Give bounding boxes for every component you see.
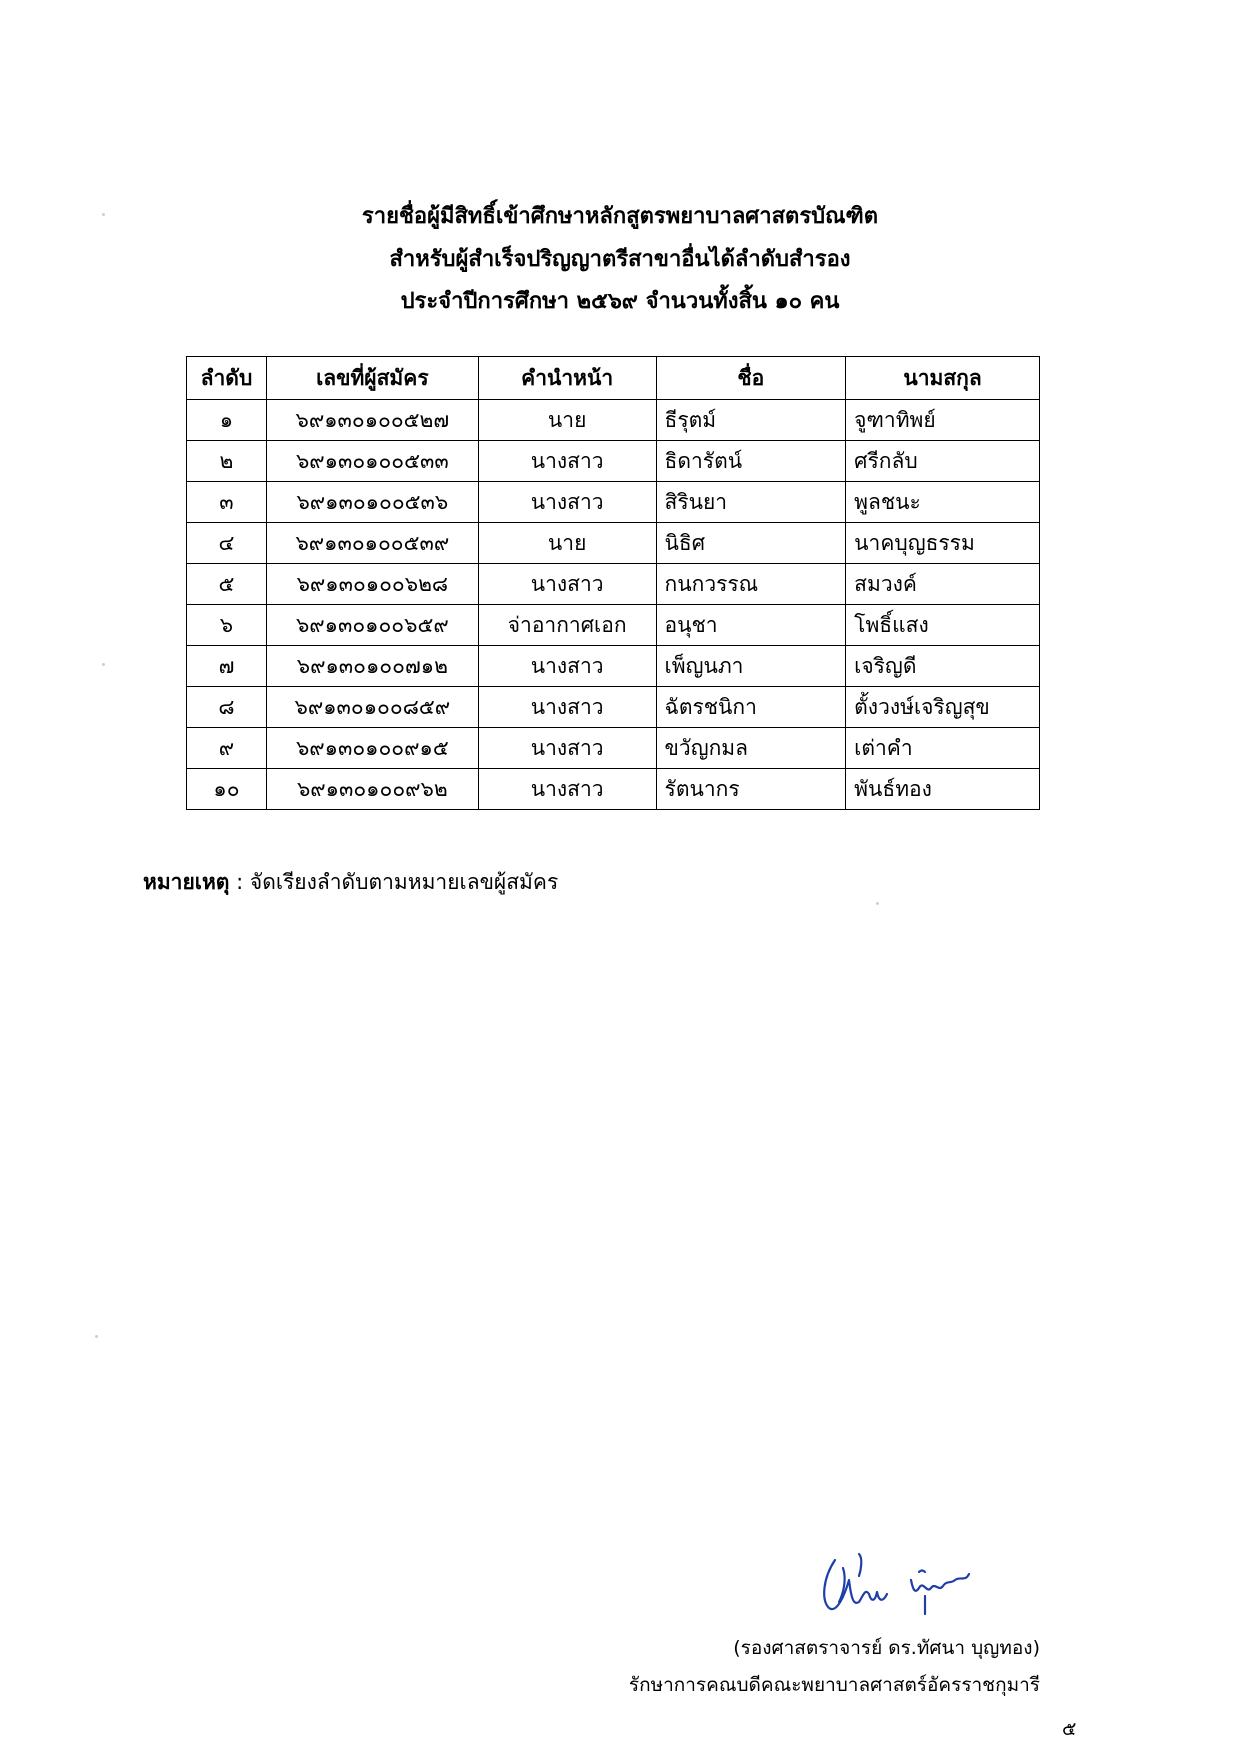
first-name-cell: เพ็ญนภา — [656, 646, 846, 687]
order-cell: ๑ — [187, 400, 267, 441]
last-name-cell: ตั้งวงษ์เจริญสุข — [846, 687, 1040, 728]
scan-speck — [95, 1335, 98, 1338]
table-row — [187, 728, 1040, 769]
remark-separator: : — [229, 870, 250, 894]
first-name-cell: นิธิศ — [656, 523, 846, 564]
table-row — [187, 441, 1040, 482]
table-header-row — [187, 357, 1040, 400]
prefix-cell: นางสาว — [478, 646, 656, 687]
last-name-cell: เจริญดี — [846, 646, 1040, 687]
remark-note — [143, 866, 558, 899]
document-title-line-3: ประจำปีการศึกษา ๒๕๖๙ จำนวนทั้งสิ้น ๑๐ คน — [400, 289, 840, 314]
first-name-cell: สิรินยา — [656, 482, 846, 523]
scan-speck — [102, 663, 105, 666]
scan-speck — [102, 213, 105, 216]
order-cell: ๘ — [187, 687, 267, 728]
applicant-id-cell: ๖๙๑๓๐๑๐๐๖๒๘ — [266, 564, 478, 605]
last-name-cell: เต่าคำ — [846, 728, 1040, 769]
prefix-cell: นางสาว — [478, 482, 656, 523]
column-header-first-name: ชื่อ — [656, 357, 846, 400]
order-cell: ๔ — [187, 523, 267, 564]
first-name-cell: กนกวรรณ — [656, 564, 846, 605]
table-row — [187, 687, 1040, 728]
page-number: ๕ — [1062, 1718, 1077, 1740]
column-header-last-name: นามสกุล — [846, 357, 1040, 400]
prefix-cell: นางสาว — [478, 441, 656, 482]
order-cell: ๓ — [187, 482, 267, 523]
order-cell: ๗ — [187, 646, 267, 687]
applicant-id-cell: ๖๙๑๓๐๑๐๐๗๑๒ — [266, 646, 478, 687]
order-cell: ๕ — [187, 564, 267, 605]
last-name-cell: ศรีกลับ — [846, 441, 1040, 482]
first-name-cell: รัตนากร — [656, 769, 846, 810]
applicant-id-cell: ๖๙๑๓๐๑๐๐๙๑๕ — [266, 728, 478, 769]
column-header-applicant-id: เลขที่ผู้สมัคร — [266, 357, 478, 400]
prefix-cell: นาย — [478, 400, 656, 441]
order-cell: ๑๐ — [187, 769, 267, 810]
prefix-cell: นางสาว — [478, 769, 656, 810]
column-header-prefix: คำนำหน้า — [478, 357, 656, 400]
last-name-cell: โพธิ์แสง — [846, 605, 1040, 646]
last-name-cell: จูฑาทิพย์ — [846, 400, 1040, 441]
table-row — [187, 564, 1040, 605]
signature-strokes — [824, 1554, 969, 1614]
handwritten-signature — [815, 1550, 995, 1620]
remark-label: หมายเหตุ — [143, 870, 230, 894]
first-name-cell: ธีรุตม์ — [656, 400, 846, 441]
applicant-id-cell: ๖๙๑๓๐๑๐๐๕๓๖ — [266, 482, 478, 523]
applicant-id-cell: ๖๙๑๓๐๑๐๐๖๕๙ — [266, 605, 478, 646]
last-name-cell: พันธ์ทอง — [846, 769, 1040, 810]
prefix-cell: นางสาว — [478, 564, 656, 605]
candidate-table — [186, 356, 1040, 810]
prefix-cell: นางสาว — [478, 687, 656, 728]
last-name-cell: พูลชนะ — [846, 482, 1040, 523]
scan-speck — [876, 902, 879, 905]
order-cell: ๒ — [187, 441, 267, 482]
order-cell: ๙ — [187, 728, 267, 769]
table-row — [187, 523, 1040, 564]
table-row — [187, 646, 1040, 687]
table-row — [187, 769, 1040, 810]
last-name-cell: สมวงค์ — [846, 564, 1040, 605]
remark-text: จัดเรียงลำดับตามหมายเลขผู้สมัคร — [249, 870, 559, 894]
prefix-cell: นาย — [478, 523, 656, 564]
first-name-cell: อนุชา — [656, 605, 846, 646]
signer-name: (รองศาสตราจารย์ ดร.ทัศนา บุญทอง) — [733, 1637, 1040, 1659]
signer-position: รักษาการคณบดีคณะพยาบาลศาสตร์อัครราชกุมารี — [628, 1674, 1040, 1696]
table-row — [187, 482, 1040, 523]
prefix-cell: จ่าอากาศเอก — [478, 605, 656, 646]
document-title-line-2: สำหรับผู้สำเร็จปริญญาตรีสาขาอื่นได้ลำดับสำรอง — [389, 247, 851, 272]
first-name-cell: ขวัญกมล — [656, 728, 846, 769]
column-header-order: ลำดับ — [187, 357, 267, 400]
first-name-cell: ฉัตรชนิกา — [656, 687, 846, 728]
table-row — [187, 605, 1040, 646]
applicant-id-cell: ๖๙๑๓๐๑๐๐๕๓๓ — [266, 441, 478, 482]
applicant-id-cell: ๖๙๑๓๐๑๐๐๕๒๗ — [266, 400, 478, 441]
document-title-line-1: รายชื่อผู้มีสิทธิ์เข้าศึกษาหลักสูตรพยาบาลศาสตรบัณฑิต — [361, 204, 879, 229]
prefix-cell: นางสาว — [478, 728, 656, 769]
order-cell: ๖ — [187, 605, 267, 646]
applicant-id-cell: ๖๙๑๓๐๑๐๐๘๕๙ — [266, 687, 478, 728]
applicant-id-cell: ๖๙๑๓๐๑๐๐๙๖๒ — [266, 769, 478, 810]
last-name-cell: นาคบุญธรรม — [846, 523, 1040, 564]
table-row — [187, 400, 1040, 441]
first-name-cell: ธิดารัตน์ — [656, 441, 846, 482]
applicant-id-cell: ๖๙๑๓๐๑๐๐๕๓๙ — [266, 523, 478, 564]
